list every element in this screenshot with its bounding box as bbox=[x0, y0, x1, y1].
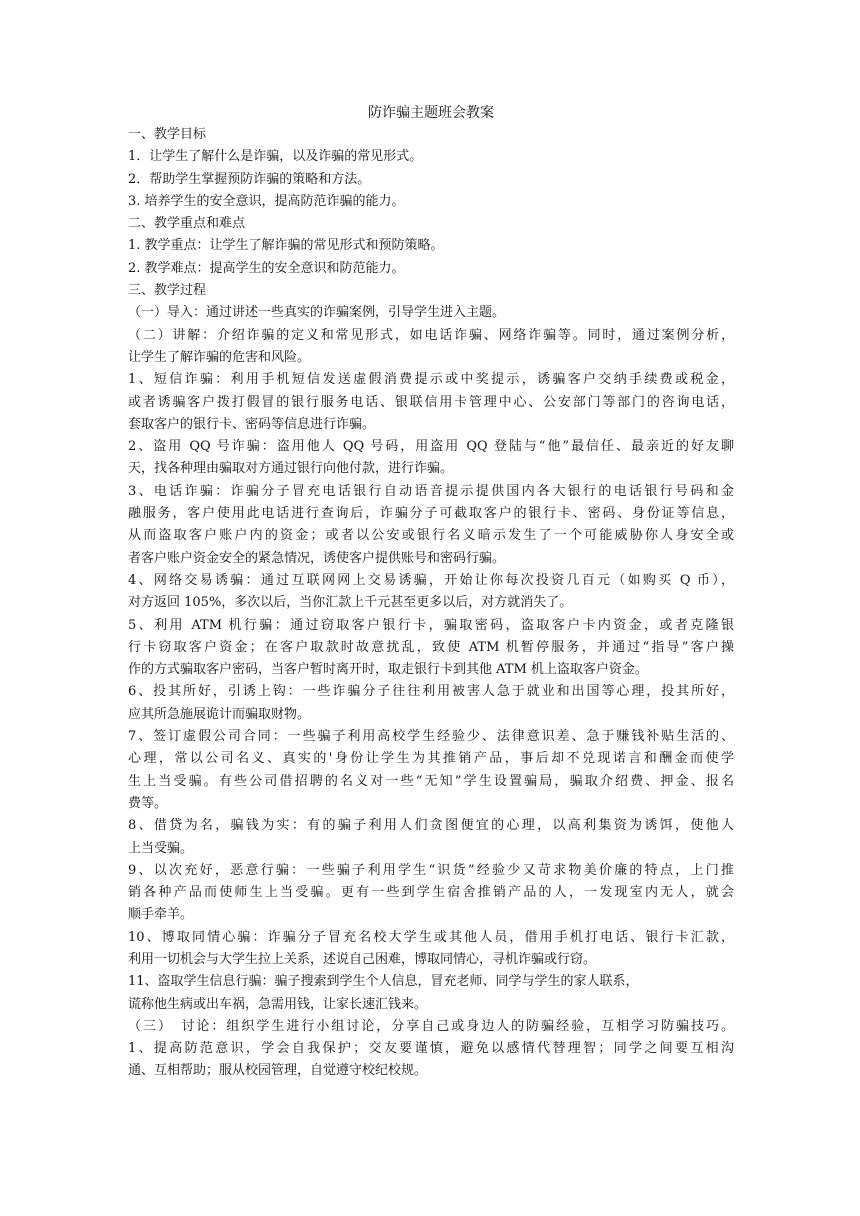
text-line: 通、互相帮助；服从校园管理，自觉遵守校纪校规。 bbox=[128, 1063, 428, 1079]
text-line: 2．帮助学生掌握预防诈骗的策略和方法。 bbox=[128, 171, 371, 187]
text-line: 应其所急施展诡计而骗取财物。 bbox=[128, 706, 311, 722]
text-line: 二、教学重点和难点 bbox=[128, 216, 246, 232]
document-page bbox=[128, 102, 734, 1083]
text-line: （三） 讨论：组织学生进行小组讨论，分享自己或身边人的防骗经验，互相学习防骗技巧。 bbox=[128, 1018, 734, 1034]
text-line: 利用一切机会与大学生拉上关系，述说自己困难，博取同情心，寻机诈骗或行窃。 bbox=[128, 951, 597, 967]
text-line: 者客户账户资金安全的紧急情况，诱使客户提供账号和密码行骗。 bbox=[128, 550, 506, 566]
text-line: 销各种产品而使师生上当受骗。更有一些到学生宿舍推销产品的人，一发现室内无人，就会 bbox=[128, 885, 734, 901]
text-line: 4、网络交易诱骗：通过互联网网上交易诱骗，开始让你每次投资几百元（如购买 Q 币）， bbox=[128, 572, 734, 588]
text-line: 5、利用 ATM 机行骗：通过窃取客户银行卡，骗取密码，盗取客户卡内资金，或者克隆银 bbox=[128, 617, 734, 633]
text-line: 生上当受骗。有些公司借招聘的名义对一些“无知”学生设置骗局，骗取介绍费、押金、报名 bbox=[128, 773, 734, 789]
text-line: 2. 教学难点：提高学生的安全意识和防范能力。 bbox=[128, 260, 405, 276]
text-line: 行卡窃取客户资金；在客户取款时故意扰乱，致使 ATM 机暂停服务，并通过“指导”客户操 bbox=[128, 639, 734, 655]
text-line: 3. 培养学生的安全意识，提高防范诈骗的能力。 bbox=[128, 193, 405, 209]
text-line: 2、盗用 QQ 号诈骗：盗用他人 QQ 号码，用盗用 QQ 登陆与“他”最信任、最亲近的好友聊 bbox=[128, 439, 734, 455]
text-line: 心理，常以公司名义、真实的'身份让学生为其推销产品，事后却不兑现诺言和酬金而使学 bbox=[128, 751, 734, 767]
text-line: 套取客户的银行卡、密码等信息进行诈骗。 bbox=[128, 416, 376, 432]
text-line: 天，找各种理由骗取对方通过银行向他付款，进行诈骗。 bbox=[128, 461, 454, 477]
document-body bbox=[128, 124, 734, 1083]
text-line: 10、博取同情心骗：诈骗分子冒充名校大学生或其他人员，借用手机打电话、银行卡汇款， bbox=[128, 929, 734, 945]
text-line: 1．让学生了解什么是诈骗，以及诈骗的常见形式。 bbox=[128, 149, 423, 165]
text-line: 融服务，客户使用此电话进行查询后，诈骗分子可截取客户的银行卡、密码、身份证等信息， bbox=[128, 506, 734, 522]
text-line: 6、投其所好，引诱上钩：一些诈骗分子往往利用被害人急于就业和出国等心理，投其所好， bbox=[128, 684, 734, 700]
text-line: 对方返回 105%，多次以后，当你汇款上千元甚至更多以后，对方就消失了。 bbox=[128, 595, 573, 611]
text-line: 或者诱骗客户拨打假冒的银行服务电话、银联信用卡管理中心、公安部门等部门的咨询电话， bbox=[128, 394, 734, 410]
text-line: 从而盗取客户账户内的资金；或者以公安或银行名义暗示发生了一个可能威胁你人身安全或 bbox=[128, 528, 734, 544]
text-line: 让学生了解诈骗的危害和风险。 bbox=[128, 349, 311, 365]
text-line: 三、教学过程 bbox=[128, 283, 207, 299]
text-line: 费等。 bbox=[128, 795, 168, 811]
text-line: 1. 教学重点：让学生了解诈骗的常见形式和预防策略。 bbox=[128, 238, 444, 254]
text-line: 8、借贷为名，骗钱为实：有的骗子利用人们贪图便宜的心理，以高利集资为诱饵，使他人 bbox=[128, 818, 734, 834]
text-line: 1、提高防范意识，学会自我保护；交友要谨慎，避免以感情代替理智；同学之间要互相沟 bbox=[128, 1041, 734, 1057]
document-title: 防诈骗主题班会教案 bbox=[368, 105, 494, 121]
text-line: 3、电话诈骗：诈骗分子冒充电话银行自动语音提示提供国内各大银行的电话银行号码和金 bbox=[128, 483, 734, 499]
text-line: 谎称他生病或出车祸，急需用钱，让家长速汇钱来。 bbox=[128, 996, 428, 1012]
text-line: 11、盗取学生信息行骗：骗子搜索到学生个人信息，冒充老师、同学与学生的家人联系， bbox=[128, 974, 639, 990]
text-line: 作的方式骗取客户密码，当客户暂时离开时，取走银行卡到其他 ATM 机上盗取客户资金。 bbox=[128, 662, 648, 678]
text-line: 7、签订虚假公司合同：一些骗子利用高校学生经验少、法律意识差、急于赚钱补贴生活的、 bbox=[128, 729, 734, 745]
text-line: 顺手牵羊。 bbox=[128, 907, 194, 923]
text-line: 1、短信诈骗：利用手机短信发送虚假消费提示或中奖提示，诱骗客户交纳手续费或税金， bbox=[128, 372, 734, 388]
text-line: （二）讲解：介绍诈骗的定义和常见形式，如电话诈骗、网络诈骗等。同时，通过案例分析， bbox=[128, 327, 734, 343]
text-line: 上当受骗。 bbox=[128, 840, 194, 856]
text-line: 一、教学目标 bbox=[128, 127, 207, 142]
text-line: （一）导入：通过讲述一些真实的诈骗案例，引导学生进入主题。 bbox=[128, 305, 506, 321]
text-line: 9、以次充好，恶意行骗：一些骗子利用学生“识货”经验少又苛求物美价廉的特点，上门推 bbox=[128, 862, 734, 878]
